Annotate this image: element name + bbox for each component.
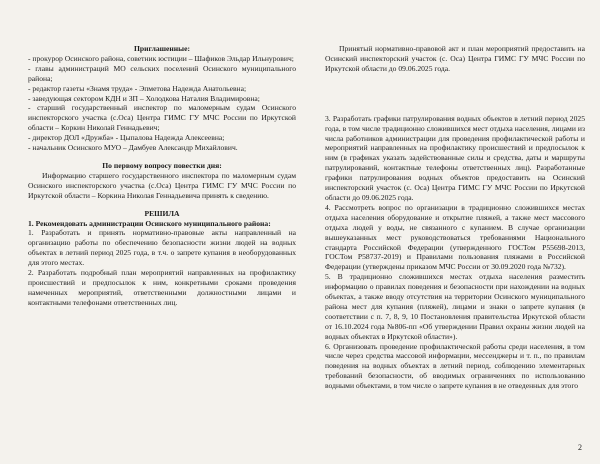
invited-item: - начальник Осинского МУО – Дамбуев Александр Михайлович. [28,143,238,153]
invited-item: - редактор газеты «Знамя труда» - Эпметова Надежда Анатольевна; [28,83,247,93]
submission-paragraph: Принятый нормативно-правовой акт и план мероприятий предоставить на Осинский инспекторский участок (с. Оса) Центра ГИМС ГУ МЧС России по Иркутской области до 09.06.2025 года. [325,44,585,73]
invited-item: - заведующая сектором КДН и ЗП – Холодкова Наталия Владимировна; [28,93,260,103]
invited-item: - директор ДОЛ «Дружба» - Цыпалова Надежда Алексеевна; [28,133,225,143]
decision-item-1: 1. Разработать и принять нормативно-правовые акты направленный на организацию работы по обеспечению безопасности жизни людей на водных объектах в летний период 2025 года, в т.ч. о запрете купания в необорудованных для этого местах. [28,228,296,268]
recommendation-heading: 1. Рекомендовать администрации Осинского муниципального района: [28,218,271,228]
decision-item-6: 6. Организовать проведение профилактической работы среди населения, в том числе через средства массовой информации, мессенджеры и т. п., по правилам поведения на водных объектах в летний период, соблюдению элементарных требований безопасности, об вводимых ограничениях по использованию водными объектами, в том числе о запрете купания в не отведенных для этого [325,341,585,391]
right-column [325,44,585,391]
invited-heading: Приглашенные: [134,44,190,53]
decision-item-4: 4. Рассмотреть вопрос по организации в традиционно сложившихся местах отдыха населения оборудование и открытие пляжей, а также мест массового отдыха людей у воды, не связанного с купанием. В случае организации вышеуказанных мест руководствоваться требованиями Национального стандарта Российской Федерации (утвержденного ГОСТом Р55698-2013, ГОСТом Р58737-2019) и Правилами пользования пляжами в Российской Федерации (утверждены приказом МЧС России от 30.09.2020 года №732). [325,202,585,272]
decision-item-3: 3. Разработать графики патрулирования водных объектов в летний период 2025 года, в том числе традиционно сложившихся мест отдыха населения, лицами из числа работников администрации для проведения профилактической работы и мероприятий направленных на профилактику происшествий и предпосылок к ним (в графиках указать задействованные силы и средства, даты и маршруты патрулирований, контактные телефоны ответственных лиц). Разработанные графики патрулирования водных объектов предоставить на Осинский инспекторский участок (с. Оса) Центра ГИМС ГУ МЧС России по Иркутской области до 09.06.2025 года. [325,113,585,202]
first-question-text: Информацию старшего государственного инспектора по маломерным судам Осинского инспекторского участка (с.Оса) Центра ГИМС ГУ МЧС России по Иркутской области – Коркина Николая Геннадьевича принять к сведению. [28,170,296,200]
decided-heading: РЕШИЛА [144,208,180,218]
invited-item: - прокурор Осинского района, советник юстиции – Шафиков Эльдар Ильнурович; [28,53,294,63]
left-column [28,44,296,308]
decision-item-5: 5. В традиционно сложившихся местах отдыха населения разместить информацию о правилах поведения и безопасности при нахождении на водных объектах, а также вводу отсутствия на территории Осинского муниципального района мест для купания (пляжей), лицами и знаки о запрете купания (в соответствии с п. 7, 8, 9, 10 Постановления правительства Иркутской области от 16.10.2024 года №806-пп «Об утверждении Правил охраны жизни людей на водных объектах в Иркутской области»). [325,272,585,341]
decision-item-2: 2. Разработать подробный план мероприятий направленных на профилактику происшествий и предпосылок к ним, конкретными сроками проведения намеченных мероприятий, ответственными должностными лицами и контактными телефонами ответственных лиц. [28,268,296,307]
first-question-heading: По первому вопросу повестки дня: [102,160,222,170]
invited-item: - главы администраций МО сельских поселений Осинского муниципального района; [28,63,296,83]
invited-item: - старший государственный инспектор по маломерным судам Осинского инспекторского участка (с.Оса) Центра ГИМС ГУ МЧС России по Иркутской области – Коркин Николай Геннадьевич; [28,103,296,133]
page-number: 2 [578,443,582,452]
